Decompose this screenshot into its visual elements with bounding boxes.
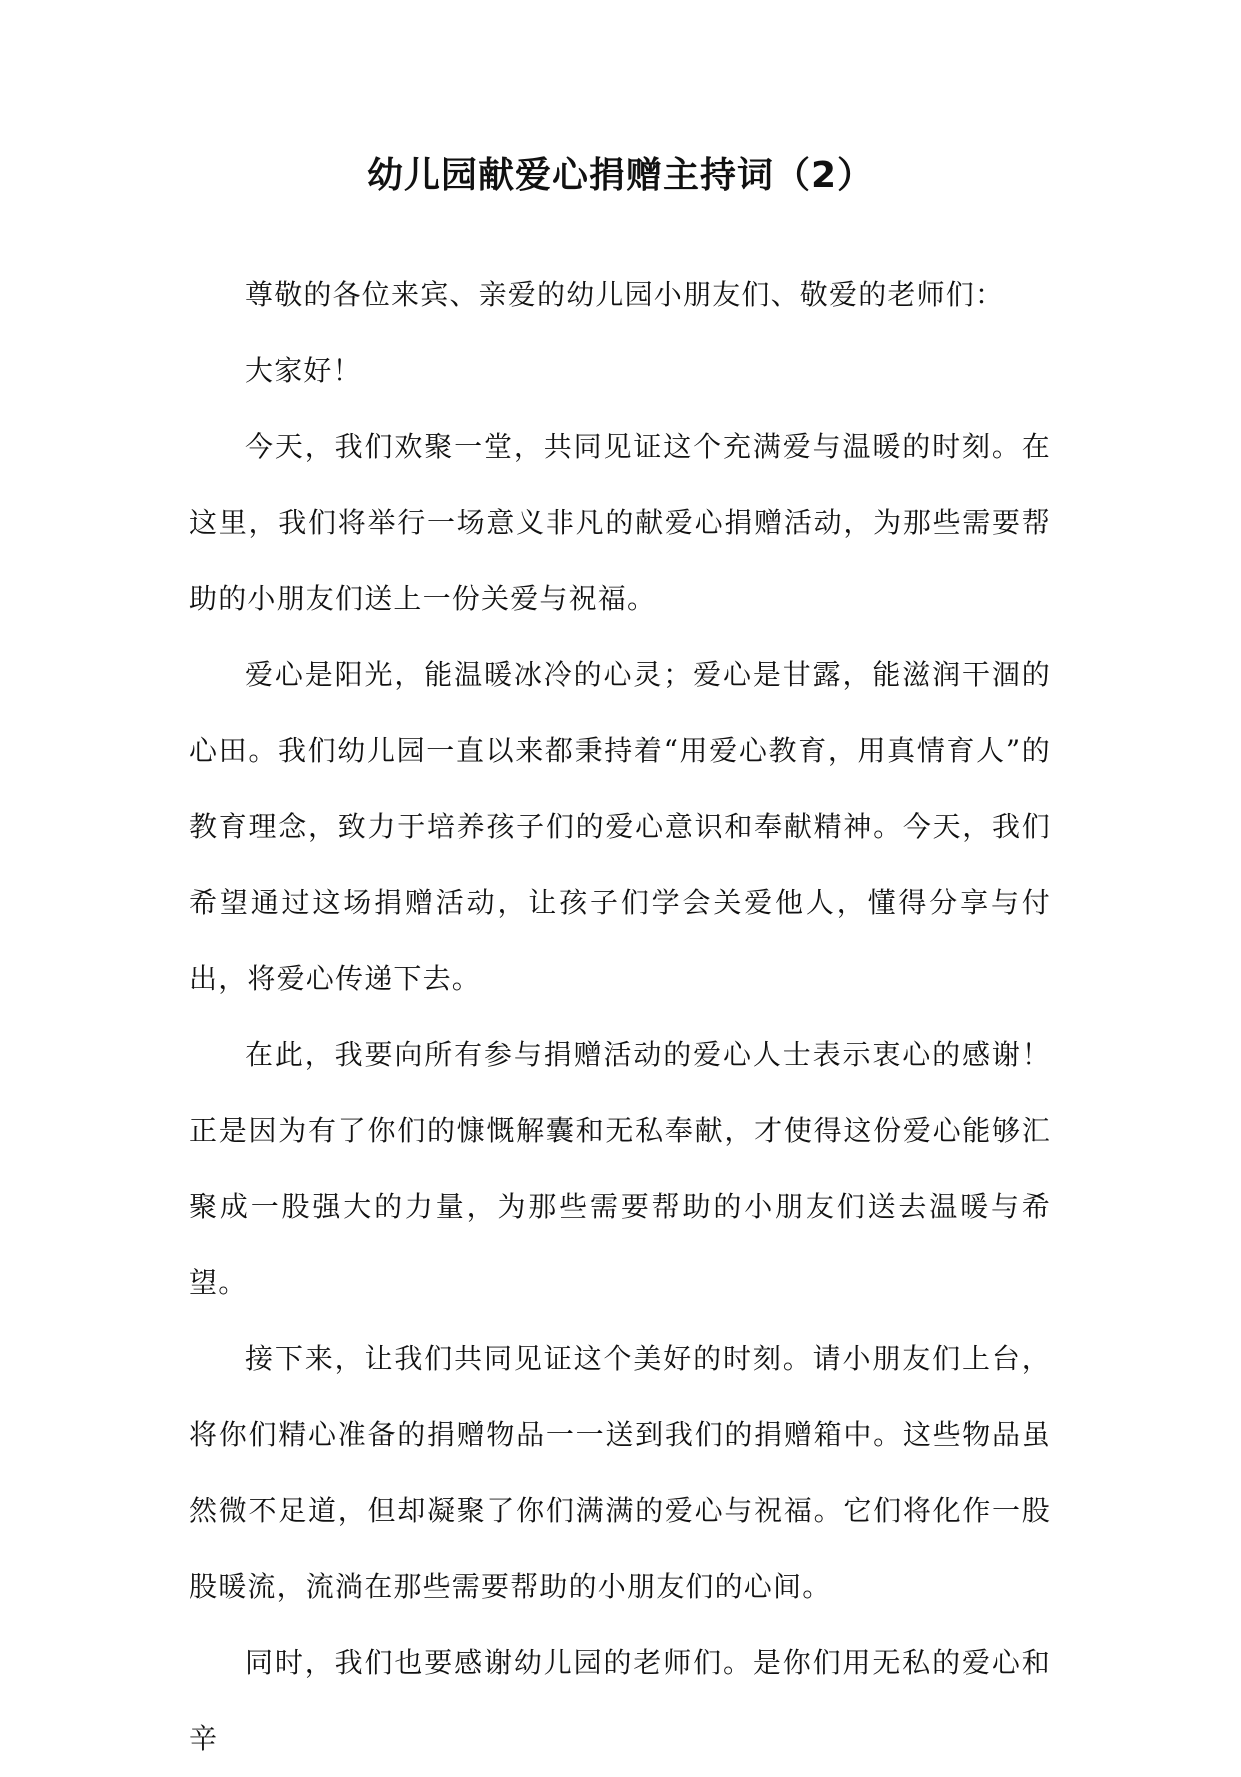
paragraph-love-sunshine: 爱心是阳光，能温暖冰冷的心灵；爱心是甘露，能滋润干涸的心田。我们幼儿园一直以来都秉持着“用爱心教育，用真情育人”的教育理念，致力于培养孩子们的爱心意识和奉献精神。今天，我们希望通过这场捐赠活动，让孩子们学会关爱他人，懂得分享与付出，将爱心传递下去。 xyxy=(189,658,1051,995)
paragraph-greeting: 大家好！ xyxy=(245,354,362,387)
paragraph-thanks-teachers: 同时，我们也要感谢幼儿园的老师们。是你们用无私的爱心和辛 xyxy=(189,1646,1051,1755)
paragraph-intro: 今天，我们欢聚一堂，共同见证这个充满爱与温暖的时刻。在这里，我们将举行一场意义非凡的献爱心捐赠活动，为那些需要帮助的小朋友们送上一份关爱与祝福。 xyxy=(189,430,1051,615)
paragraph-thanks-donors: 在此，我要向所有参与捐赠活动的爱心人士表示衷心的感谢！正是因为有了你们的慷慨解囊和无私奉献，才使得这份爱心能够汇聚成一股强大的力量，为那些需要帮助的小朋友们送去温暖与希望。 xyxy=(189,1038,1051,1299)
paragraph-salutation: 尊敬的各位来宾、亲爱的幼儿园小朋友们、敬爱的老师们： xyxy=(245,278,1005,311)
document-title: 幼儿园献爱心捐赠主持词（2） xyxy=(366,155,875,196)
document-body xyxy=(189,257,1051,1777)
paragraph-donation-ceremony: 接下来，让我们共同见证这个美好的时刻。请小朋友们上台，将你们精心准备的捐赠物品一一送到我们的捐赠箱中。这些物品虽然微不足道，但却凝聚了你们满满的爱心与祝福。它们将化作一股股暖流，流淌在那些需要帮助的小朋友们的心间。 xyxy=(189,1342,1051,1603)
